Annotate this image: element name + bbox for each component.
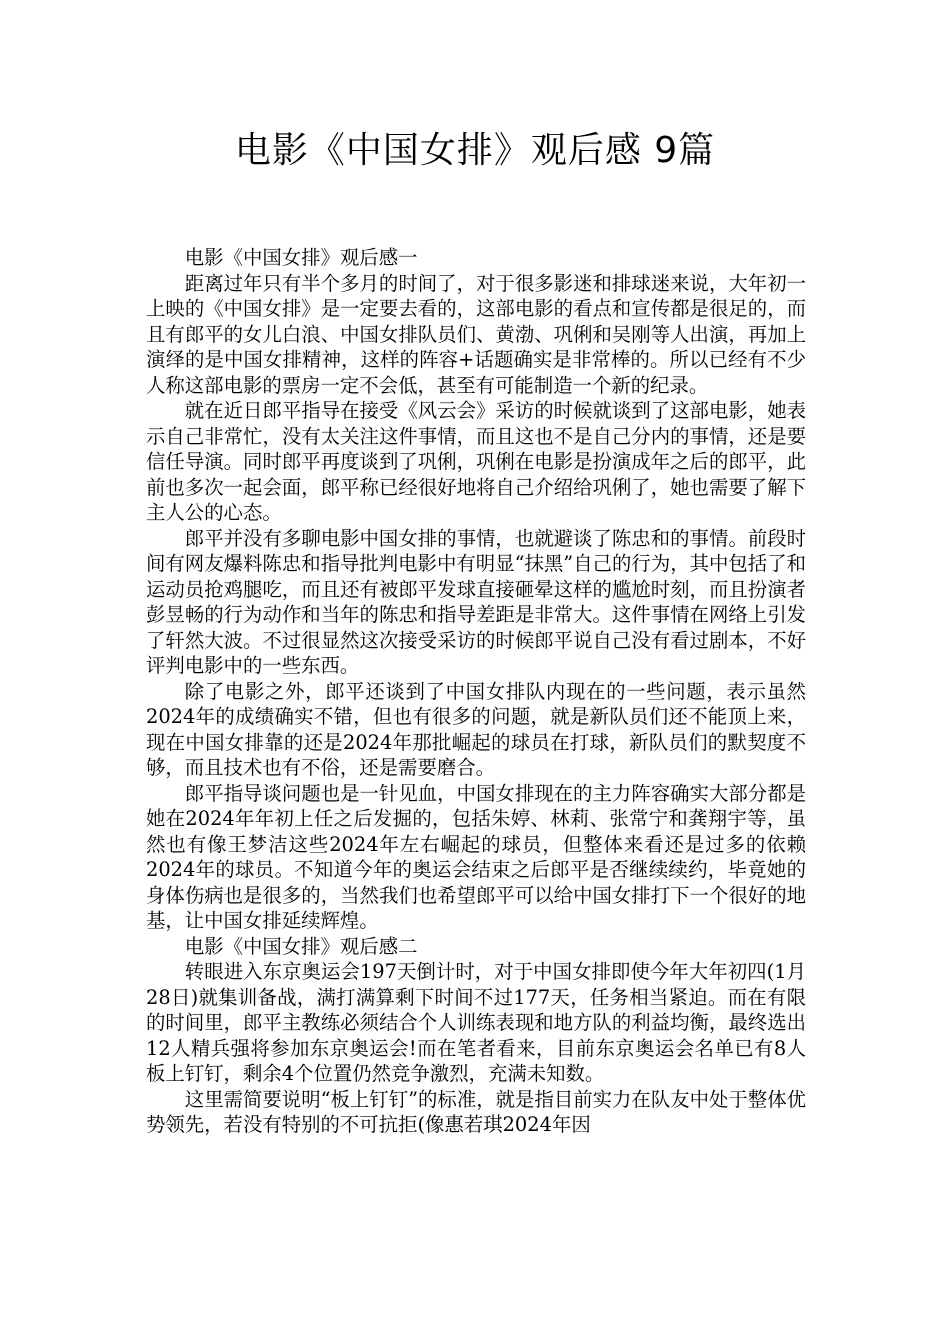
- paragraph: 郎平并没有多聊电影中国女排的事情，也就避谈了陈忠和的事情。前段时间有网友爆料陈忠和指导批判电影中有明显“抹黑”自己的行为，其中包括了和运动员抢鸡腿吃，而且还有被郎平发球直接砸晕这样的尴尬时刻，而且扮演者彭昱畅的行为动作和当年的陈忠和指导差距是非常大。这件事情在网络上引发了轩然大波。不过很显然这次接受采访的时候郎平说自己没有看过剧本，不好评判电影中的一些东西。: [146, 526, 806, 677]
- section-heading-1: 电影《中国女排》观后感一: [184, 246, 418, 269]
- section-heading-2: 电影《中国女排》观后感二: [184, 934, 418, 958]
- paragraph: 转眼进入东京奥运会197天倒计时，对于中国女排即使今年大年初四(1月28日)就集训备战，满打满算剩下时间不过177天，任务相当紧迫。而在有限的时间里，郎平主教练必须结合个人训练表现和地方队的利益均衡，最终选出12人精兵强将参加东京奥运会!而在笔者看来，目前东京奥运会名单已有8人板上钉钉，剩余4个位置仍然竞争激烈，充满未知数。: [146, 960, 806, 1085]
- paragraph: 就在近日郎平指导在接受《风云会》采访的时候就谈到了这部电影，她表示自己非常忙，没有太关注这件事情，而且这也不是自己分内的事情，还是要信任导演。同时郎平再度谈到了巩俐，巩俐在电影是扮演成年之后的郎平，此前也多次一起会面，郎平称已经很好地将自己介绍给巩俐了，她也需要了解下主人公的心态。: [146, 399, 806, 524]
- paragraph: 距离过年只有半个多月的时间了，对于很多影迷和排球迷来说，大年初一上映的《中国女排》是一定要去看的，这部电影的看点和宣传都是很足的，而且有郎平的女儿白浪、中国女排队员们、黄渤、巩俐和吴刚等人出演，再加上演绎的是中国女排精神，这样的阵容+话题确实是非常棒的。所以已经有不少人称这部电影的票房一定不会低，甚至有可能制造一个新的纪录。: [146, 271, 806, 397]
- paragraph: 郎平指导谈问题也是一针见血，中国女排现在的主力阵容确实大部分都是她在2024年年初上任之后发掘的，包括朱婷、林莉、张常宁和龚翔宇等，虽然也有像王梦洁这些2024年左右崛起的球员，但整体来看还是过多的依赖2024年的球员。不知道今年的奥运会结束之后郎平是否继续续约，毕竟她的身体伤病也是很多的，当然我们也希望郎平可以给中国女排打下一个很好的地基，让中国女排延续辉煌。: [146, 781, 806, 932]
- paragraph: 这里需简要说明“板上钉钉”的标准，就是指目前实力在队友中处于整体优势领先，若没有特别的不可抗拒(像惠若琪2024年因: [146, 1087, 806, 1136]
- document-title: 电影《中国女排》观后感 9篇: [234, 130, 716, 171]
- paragraph: 除了电影之外，郎平还谈到了中国女排队内现在的一些问题，表示虽然2024年的成绩确实不错，但也有很多的问题，就是新队员们还不能顶上来，现在中国女排靠的还是2024年那批崛起的球员在打球，新队员们的默契度不够，而且技术也有不俗，还是需要磨合。: [146, 679, 806, 779]
- document-body: [146, 245, 806, 1138]
